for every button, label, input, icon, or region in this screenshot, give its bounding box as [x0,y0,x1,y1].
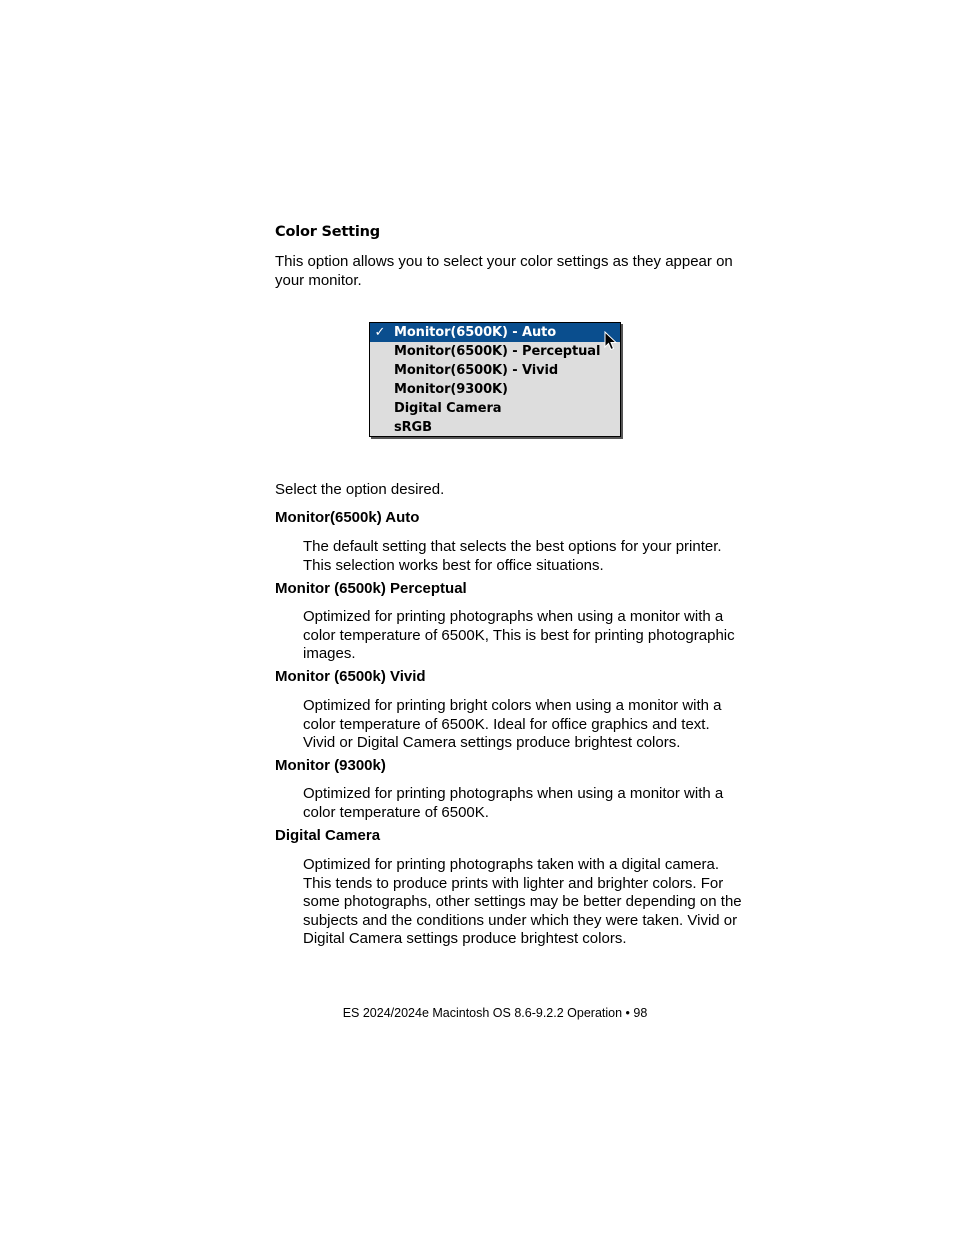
menu-item-monitor-9300k[interactable] [370,380,620,399]
option-description-monitor-6500k-perceptual: Optimized for printing photographs when using a monitor with a color temperature of 6500K, This is best for printing photographic images. [303,608,735,662]
menu-item-monitor-6500k-perceptual[interactable] [370,342,620,361]
option-description-monitor-9300k: Optimized for printing photographs when using a monitor with a color temperature of 6500K. [303,785,724,821]
menu-item-label: Monitor(6500K) - Auto [394,325,557,340]
option-heading-monitor-9300k: Monitor (9300k) [275,757,386,774]
menu-item-label: Monitor(9300K) [394,382,508,397]
menu-item-monitor-6500k-auto[interactable] [370,323,620,342]
option-description-monitor-6500k-vivid: Optimized for printing bright colors when using a monitor with a color temperature of 6500K. Ideal for office graphics and text. Vivid or Digital Camera settings produce brightest colors. [303,697,722,751]
select-instruction: Select the option desired. [275,481,445,498]
option-heading-monitor-6500k-auto: Monitor(6500k) Auto [275,509,420,526]
color-setting-popup-menu[interactable] [369,322,621,437]
menu-item-label: Digital Camera [394,401,502,416]
menu-item-monitor-6500k-vivid[interactable] [370,361,620,380]
menu-item-srgb[interactable] [370,418,620,437]
option-heading-monitor-6500k-perceptual: Monitor (6500k) Perceptual [275,580,467,597]
menu-item-label: sRGB [394,420,432,435]
menu-item-label: Monitor(6500K) - Vivid [394,363,559,378]
option-description-digital-camera: Optimized for printing photographs taken with a digital camera. This tends to produce prints with lighter and brighter colors. For some photographs, other settings may be better depending on the subjects and the conditions under which they were taken. Vivid or Digital Camera settings produce brightest colors. [303,856,742,947]
mouse-pointer-icon [604,331,618,351]
menu-item-digital-camera[interactable] [370,399,620,418]
option-description-monitor-6500k-auto: The default setting that selects the best options for your printer. This selection works best for office situations. [303,538,722,574]
option-heading-monitor-6500k-vivid: Monitor (6500k) Vivid [275,668,426,685]
checkmark-icon: ✓ [374,325,386,340]
intro-paragraph: This option allows you to select your color settings as they appear on your monitor. [275,253,733,289]
menu-item-label: Monitor(6500K) - Perceptual [394,344,601,359]
option-heading-digital-camera: Digital Camera [275,827,381,844]
page-title: Color Setting [275,224,380,240]
page-footer: ES 2024/2024e Macintosh OS 8.6-9.2.2 Operation • 98 [342,1006,648,1020]
